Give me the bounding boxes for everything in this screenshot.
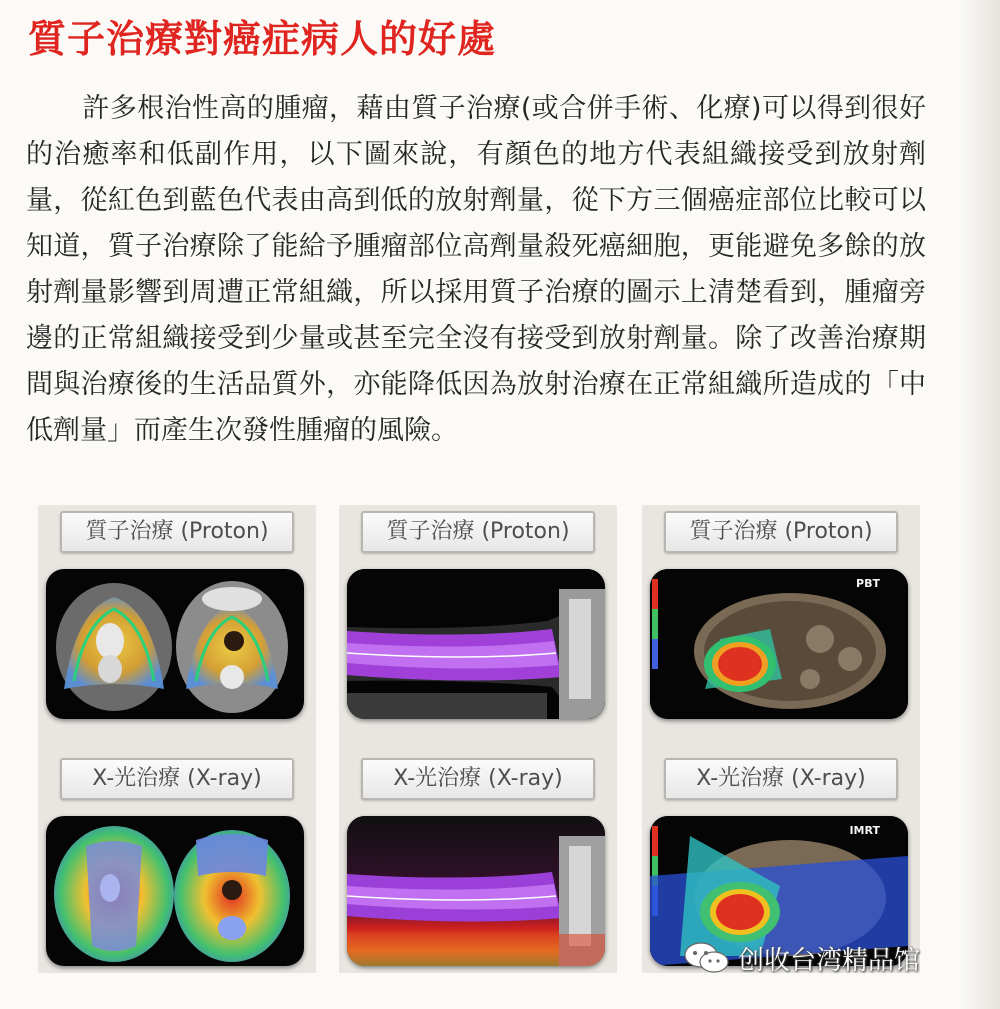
spine-xray-scan — [347, 816, 605, 966]
xray-label: X-光治療 (X-ray) — [361, 758, 595, 800]
abdomen-proton-image — [650, 569, 908, 719]
head-neck-xray-scan — [46, 816, 304, 966]
spine-column — [339, 505, 617, 973]
head-neck-proton-scan — [46, 569, 304, 719]
head-neck-proton-image — [46, 569, 304, 719]
head-neck-xray-image — [46, 816, 304, 966]
article-paragraph — [26, 86, 926, 454]
proton-label: 質子治療 (Proton) — [60, 511, 294, 553]
spine-proton-scan — [347, 569, 605, 719]
abdomen-column — [642, 505, 920, 973]
abdomen-proton-scan — [650, 569, 908, 719]
proton-label: 質子治療 (Proton) — [664, 511, 898, 553]
article-paragraph-text: 許多根治性高的腫瘤，藉由質子治療(或合併手術、化療)可以得到很好的治癒率和低副作用，以下圖來說，有顏色的地方代表組織接受到放射劑量，從紅色到藍色代表由高到低的放射劑量，從下方三個癌症部位比較可以知道，質子治療除了能給予腫瘤部位高劑量殺死癌細胞，更能避免多餘的放射劑量影響到周遭正常組織，所以採用質子治療的圖示上清楚看到，腫瘤旁邊的正常組織接受到少量或甚至完全沒有接受到放射劑量。除了改善治療期間與治療後的生活品質外，亦能降低因為放射治療在正常組織所造成的「中低劑量」而產生次發性腫瘤的風險。 — [26, 93, 926, 446]
watermark-text: 创收台湾精品馆 — [738, 945, 921, 976]
watermark — [682, 938, 920, 978]
xray-label: X-光治療 (X-ray) — [664, 758, 898, 800]
wechat-icon — [682, 941, 732, 975]
xray-label: X-光治療 (X-ray) — [60, 758, 294, 800]
proton-label: 質子治療 (Proton) — [361, 511, 595, 553]
page-edge-shadow — [960, 0, 1000, 1009]
head-neck-column — [38, 505, 316, 973]
spine-xray-image — [347, 816, 605, 966]
imrt-label: IMRT — [849, 824, 880, 837]
pbt-label: PBT — [856, 577, 880, 590]
spine-proton-image — [347, 569, 605, 719]
article-title: 質子治療對癌症病人的好處 — [28, 17, 497, 61]
dose-comparison-figure — [38, 505, 920, 973]
